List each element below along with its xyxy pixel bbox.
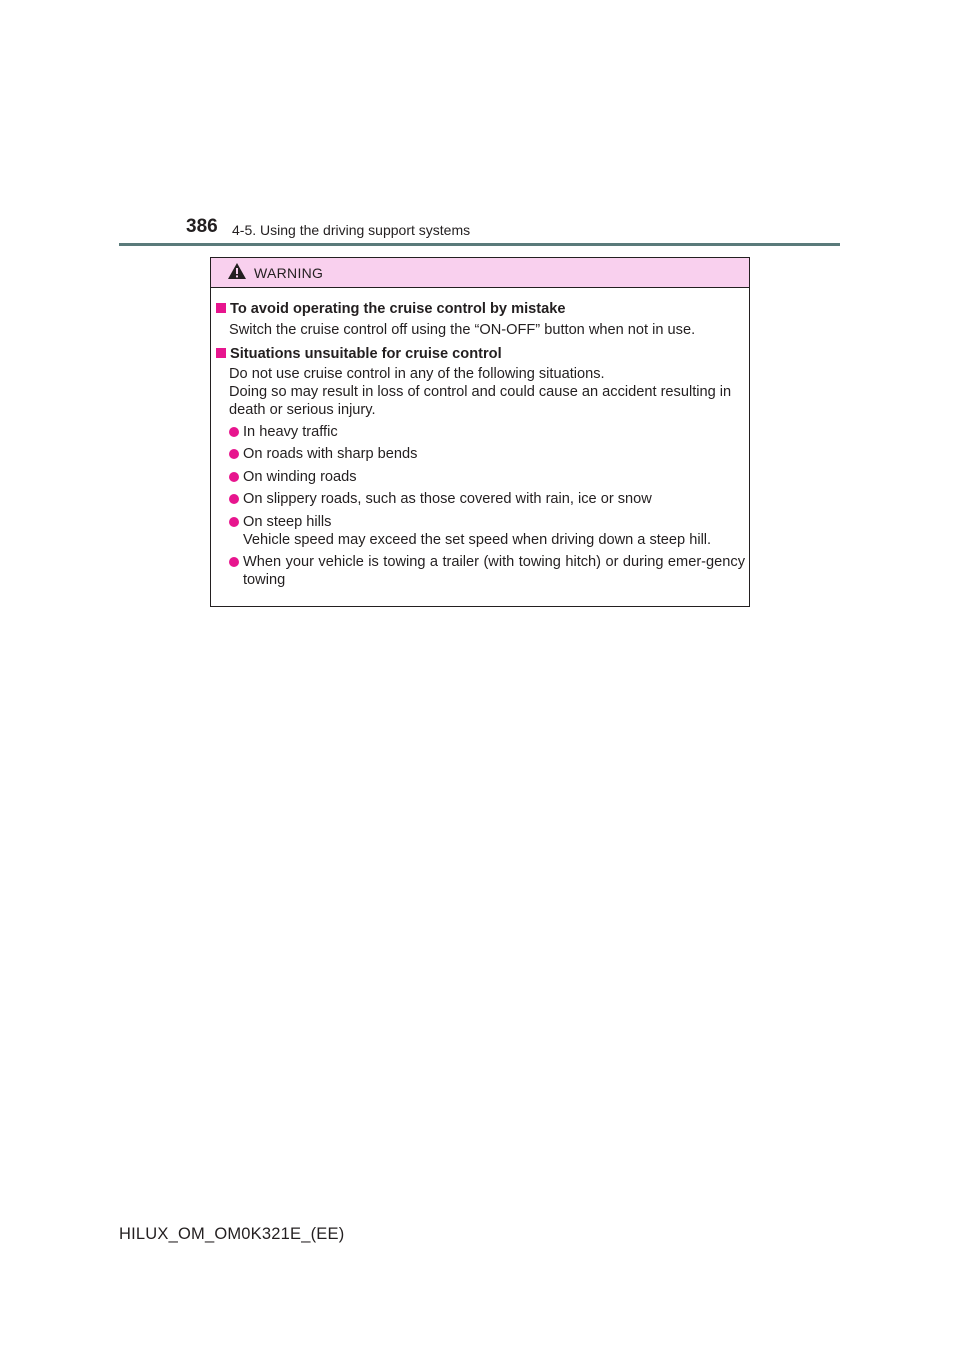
- section-title: 4-5. Using the driving support systems: [232, 222, 471, 238]
- section-text-situations-1: Do not use cruise control in any of the following situations.: [229, 366, 605, 382]
- document-code: HILUX_OM_OM0K321E_(EE): [119, 1225, 345, 1243]
- square-bullet-icon: [216, 348, 226, 358]
- bullet-dot-icon: [229, 449, 239, 459]
- header-divider: [119, 243, 840, 246]
- list-item: On slippery roads, such as those covered with rain, ice or snow: [229, 490, 745, 508]
- page-number: 386: [186, 216, 218, 237]
- warning-triangle-icon: [227, 262, 247, 280]
- bullet-dot-icon: [229, 517, 239, 527]
- section-heading-text: To avoid operating the cruise control by mistake: [230, 301, 566, 317]
- steep-hills-note: Vehicle speed may exceed the set speed when driving down a steep hill.: [243, 532, 712, 548]
- warning-box: [210, 257, 750, 607]
- list-item: On winding roads: [229, 468, 745, 486]
- section-text-situations-2: Doing so may result in loss of control and could cause an accident resulting in death or serious injury.: [229, 384, 732, 418]
- bullet-dot-icon: [229, 494, 239, 504]
- section-heading-situations: [216, 345, 502, 363]
- bullet-dot-icon: [229, 472, 239, 482]
- square-bullet-icon: [216, 303, 226, 313]
- warning-header: [211, 258, 749, 288]
- bullet-dot-icon: [229, 427, 239, 437]
- section-heading-text: Situations unsuitable for cruise control: [230, 346, 502, 362]
- list-item: On steep hills Vehicle speed may exceed the set speed when driving down a steep hill.: [229, 513, 745, 549]
- section-heading-mistake: [216, 300, 565, 318]
- warning-label: WARNING: [254, 265, 324, 281]
- section-text-mistake: Switch the cruise control off using the “ON-OFF” button when not in use.: [229, 322, 696, 338]
- list-item: When your vehicle is towing a trailer (with towing hitch) or during emer-gency towing: [229, 553, 745, 589]
- list-item: In heavy traffic: [229, 423, 745, 441]
- bullet-dot-icon: [229, 557, 239, 567]
- list-item: On roads with sharp bends: [229, 445, 745, 463]
